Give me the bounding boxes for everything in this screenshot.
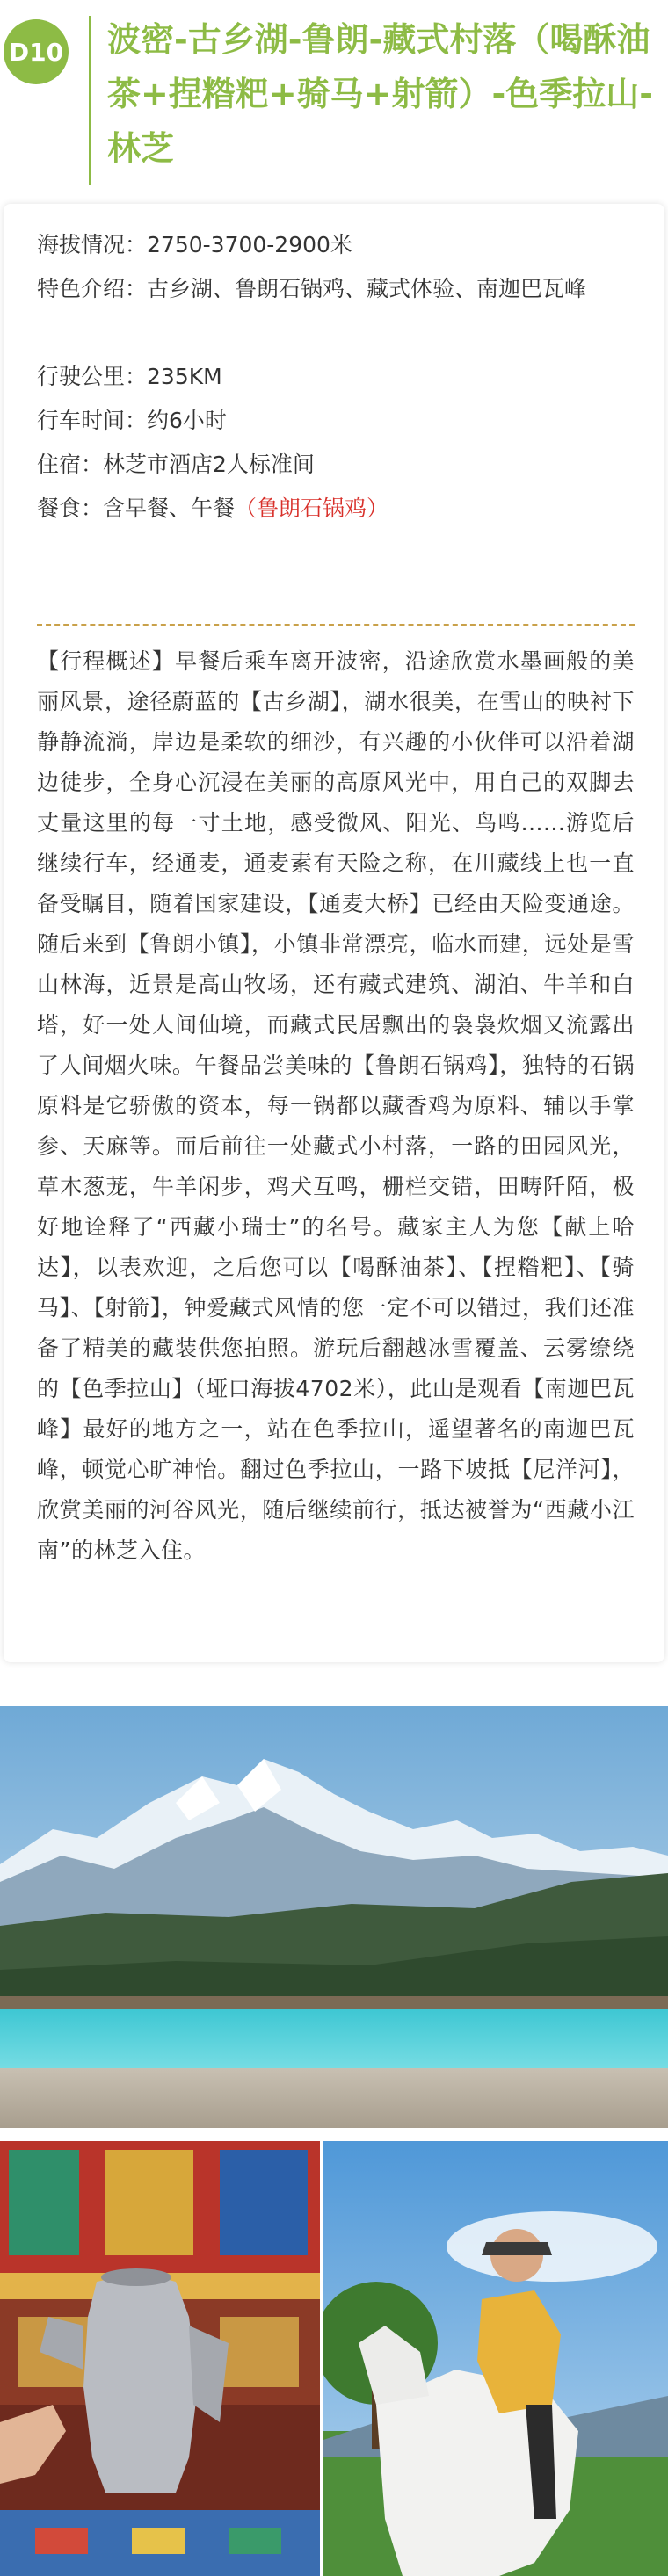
features-row <box>37 267 635 311</box>
lake-mountain-illustration <box>0 1706 668 2128</box>
altitude-row <box>37 223 635 267</box>
meals-highlight: （鲁朗石锅鸡） <box>235 496 389 521</box>
features-label: 特色介绍： <box>37 276 148 301</box>
overview-text: 【行程概述】早餐后乘车离开波密，沿途欣赏水墨画般的美丽风景，途径蔚蓝的【古乡湖】，湖水很美，在雪山的映衬下静静流淌，岸边是柔软的细沙，有兴趣的小伙伴可以沿着湖边徒步，全身心沉浸在美丽的高原风光中，用自己的双脚去丈量这里的每一寸土地，感受微风、阳光、鸟鸣......游览后继续行车，经通麦，通麦素有天险之称，在川藏线上也一直备受瞩目，随着国家建设，【通麦大桥】已经由天险变通途。随后来到【鲁朗小镇】，小镇非常漂亮，临水而建，远处是雪山林海，近景是高山牧场，还有藏式建筑、湖泊、牛羊和白塔，好一处人间仙境，而藏式民居飘出的袅袅炊烟又流露出了人间烟火味。午餐品尝美味的【鲁朗石锅鸡】，独特的石锅原料是它骄傲的资本，每一锅都以藏香鸡为原料、辅以手掌参、天麻等。而后前往一处藏式小村落，一路的田园风光，草木葱茏，牛羊闲步，鸡犬互鸣，栅栏交错，田畴阡陌，极好地诠释了“西藏小瑞士”的名号。藏家主人为您【献上哈达】，以表欢迎，之后您可以【喝酥油茶】、【捏糌粑】、【骑马】、【射箭】，钟爱藏式风情的您一定不可以错过，我们还准备了精美的藏装供您拍照。游玩后翻越冰雪覆盖、云雾缭绕的【色季拉山】（垭口海拔4702米），此山是观看【南迦巴瓦峰】最好的地方之一，站在色季拉山，遥望著名的南迦巴瓦峰，顿觉心旷神怡。翻过色季拉山，一路下坡抵【尼洋河】，欣赏美丽的河谷风光，随后继续前行，抵达被誉为“西藏小江南”的林芝入住。 <box>37 648 635 1563</box>
drive-time-value: 约6小时 <box>147 408 227 433</box>
lake-mountain-photo <box>0 1706 668 2128</box>
spacer <box>37 311 635 355</box>
altitude-value: 2750-3700-2900米 <box>147 232 352 257</box>
distance-row <box>37 355 635 399</box>
distance-value: 235KM <box>147 364 222 389</box>
header-divider-line <box>89 16 91 185</box>
altitude-label: 海拔情况： <box>37 232 148 257</box>
hotel-label: 住宿： <box>37 452 104 477</box>
dashed-divider <box>37 624 635 626</box>
hotel-row <box>37 443 635 487</box>
horse-riding-illustration <box>323 2141 668 2576</box>
itinerary-card <box>4 204 664 1662</box>
distance-label: 行驶公里： <box>37 364 148 389</box>
drive-time-row <box>37 399 635 443</box>
meals-row <box>37 487 635 531</box>
butter-tea-illustration <box>0 2141 320 2576</box>
drive-time-label: 行车时间： <box>37 408 148 433</box>
horse-riding-photo <box>323 2141 668 2576</box>
day-header <box>0 0 668 202</box>
day-title: 波密-古乡湖-鲁朗-藏式村落（喝酥油茶+捏糌粑+骑马+射箭）-色季拉山-林芝 <box>107 20 654 168</box>
trip-info <box>37 223 635 531</box>
butter-tea-photo <box>0 2141 320 2576</box>
day-badge: D10 <box>4 19 69 84</box>
features-value: 古乡湖、鲁朗石锅鸡、藏式体验、南迦巴瓦峰 <box>147 276 587 301</box>
meals-value: 含早餐、午餐 <box>103 496 236 521</box>
hotel-value: 林芝市酒店2人标准间 <box>103 452 315 477</box>
meals-label: 餐食： <box>37 496 104 521</box>
